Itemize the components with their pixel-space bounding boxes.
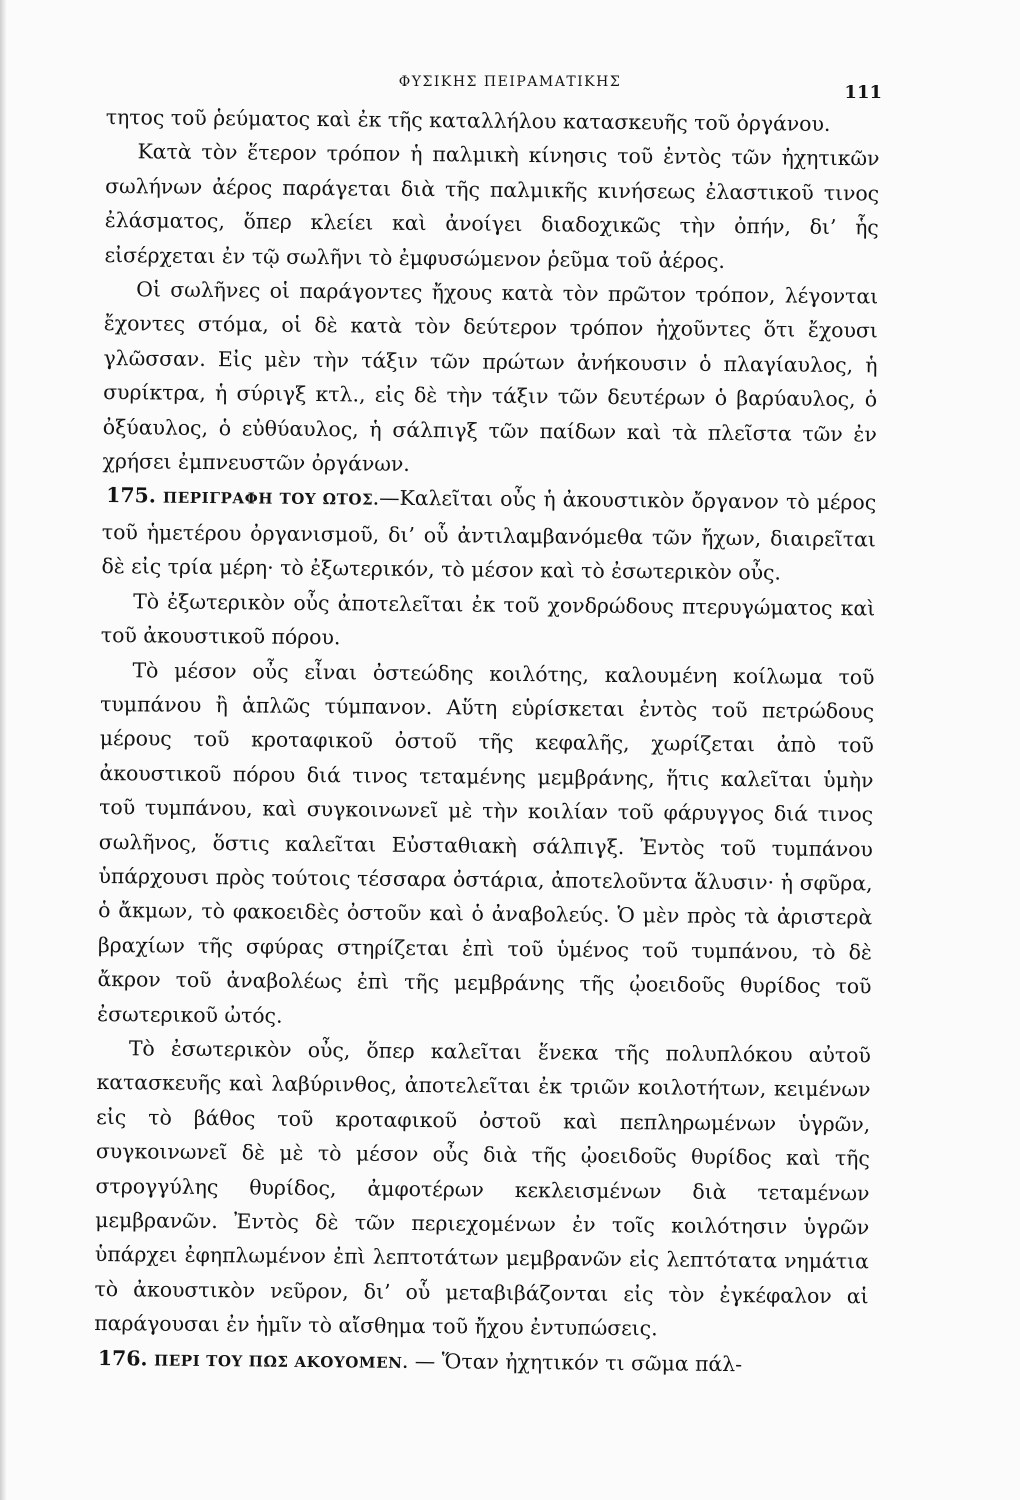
section-175-paragraph	[101, 478, 876, 591]
section-176-paragraph	[94, 1341, 868, 1385]
paragraph: Τὸ ἐσωτερικὸν οὖς, ὅπερ καλεῖται ἕνεκα τῆς πολυπλόκου αὐτοῦ κατασκευῆς καὶ λαβύρινθος, ἀποτελεῖται ἐκ τριῶν κοιλοτήτων, κειμένων εἰς τὸ βάθος τοῦ κροταφικοῦ ὀστοῦ καὶ πεπληρωμένων ὑγρῶν, συγκοινωνεῖ δὲ μὲ τὸ μέσον οὖς διὰ τῆς ᾠοειδοῦς θυρίδος καὶ τῆς στρογγύλης θυρίδος, ἀμφοτέρων κεκλεισμένων διὰ τεταμένων μεμβρανῶν. Ἐντὸς δὲ τῶν περιεχομένων ἐν τοῖς κοιλότησιν ὑγρῶν ὑπάρχει ἐφηπλωμένον ἐπὶ λεπτοτάτων μεμβρανῶν εἰς λεπτότατα νημάτια τὸ ἀκουστικὸν νεῦρον, δι’ οὗ μεταβιβάζονται εἰς τὸν ἐγκέφαλον αἱ παράγουσαι ἐν ἡμῖν τὸ αἴσθημα τοῦ ἤχου ἐντυπώσεις.	[94, 1036, 871, 1341]
section-dash: —	[408, 1348, 442, 1373]
section-175-text: Καλεῖται οὖς ἡ ἀκουστικὸν ὄργανον τὸ μέρος τοῦ ἡμετέρου ὀργανισμοῦ, δι’ οὗ ἀντιλαμβανόμεθα τῶν ἤχων, διαιρεῖται δὲ εἰς τρία μέρη· τὸ ἐξωτερικόν, τὸ μέσον καὶ τὸ ἐσωτερικὸν οὖς.	[101, 486, 877, 585]
section-title: ΠΕΡΙ ΤΟΥ ΠΩΣ ΑΚΟΥΟΜΕΝ.	[153, 1351, 409, 1372]
page-number: 111	[844, 82, 882, 103]
section-number: 176.	[97, 1345, 148, 1371]
section-dash: —	[379, 486, 400, 511]
section-number: 175.	[106, 483, 156, 508]
paragraph: Κατὰ τὸν ἕτερον τρόπον ἡ παλμικὴ κίνησις τοῦ ἐντὸς τῶν ἠχητικῶν σωλήνων ἀέρος παράγεται διὰ τῆς παλμικῆς κινήσεως ἐλαστικοῦ τινος ἐλάσματος, ὅπερ κλείει καὶ ἀνοίγει διαδοχικῶς τὴν ὀπήν, δι’ ἧς εἰσέρχεται ἐν τῷ σωλῆνι τὸ ἐμφυσώμενον ῥεῦμα τοῦ ἀέρος.	[104, 139, 880, 273]
running-head	[0, 74, 1020, 103]
paragraph: Οἱ σωλῆνες οἱ παράγοντες ἤχους κατὰ τὸν πρῶτον τρόπον, λέγονται ἔχοντες στόμα, οἱ δὲ κατὰ τὸν δεύτερον τρόπον ἠχοῦντες ὅτι ἔχουσι γλῶσσαν. Εἰς μὲν τὴν τάξιν τῶν πρώτων ἀνήκουσιν ὁ πλαγίαυλος, ἡ συρίκτρα, ἡ σύριγξ κτλ., εἰς δὲ τὴν τάξιν τῶν δευτέρων ὁ βαρύαυλος, ὁ ὀξύαυλος, ὁ εὐθύαυλος, ἡ σάλπιγξ τῶν παίδων καὶ τὰ πλεῖστα τῶν ἐν χρήσει ἐμπνευστῶν ὀργάνων.	[102, 277, 879, 476]
body-text	[94, 100, 880, 1384]
section-title: ΠΕΡΙΓΡΑΦΗ ΤΟΥ ΩΤΟΣ.	[162, 489, 380, 510]
paragraph-continuation: τητος τοῦ ῥεύματος καὶ ἐκ τῆς καταλλήλου κατασκευῆς τοῦ ὀργάνου.	[105, 104, 831, 136]
section-176-text: Ὅταν ἠχητικόν τι σῶμα πάλ-	[441, 1348, 743, 1376]
running-title: ΦΥΣΙΚΗΣ ΠΕΙΡΑΜΑΤΙΚΗΣ	[398, 74, 622, 90]
page-edge-shadow	[0, 0, 6, 1500]
paragraph: Τὸ ἐξωτερικὸν οὖς ἀποτελεῖται ἐκ τοῦ χονδρώδους πτερυγώματος καὶ τοῦ ἀκουστικοῦ πόρου.	[100, 588, 876, 650]
paragraph: Τὸ μέσον οὖς εἶναι ὀστεώδης κοιλότης, καλουμένη κοίλωμα τοῦ τυμπάνου ἢ ἁπλῶς τύμπανον. Αὕτη εὑρίσκεται ἐντὸς τοῦ πετρώδους μέρους τοῦ κροταφικοῦ ὀστοῦ τῆς κεφαλῆς, χωρίζεται ἀπὸ τοῦ ἀκουστικοῦ πόρου διά τινος τεταμένης μεμβράνης, ἥτις καλεῖται ὑμὴν τοῦ τυμπάνου, καὶ συγκοινωνεῖ μὲ τὴν κοιλίαν τοῦ φάρυγγος διά τινος σωλῆνος, ὅστις καλεῖται Εὐσταθιακὴ σάλπιγξ. Ἐντὸς τοῦ τυμπάνου ὑπάρχουσι πρὸς τούτοις τέσσαρα ὀστάρια, ἀποτελοῦντα ἅλυσιν· ἡ σφῦρα, ὁ ἄκμων, τὸ φακοειδὲς ὀστοῦν καὶ ὁ ἀναβολεύς. Ὁ μὲν πρὸς τὰ ἀριστερὰ βραχίων τῆς σφύρας στηρίζεται ἐπὶ τοῦ ὑμένος τοῦ τυμπάνου, τὸ δὲ ἄκρον τοῦ ἀναβολέως ἐπὶ τῆς μεμβράνης τῆς ᾠοειδοῦς θυρίδος τοῦ ἐσωτερικοῦ ὠτός.	[97, 657, 875, 1028]
